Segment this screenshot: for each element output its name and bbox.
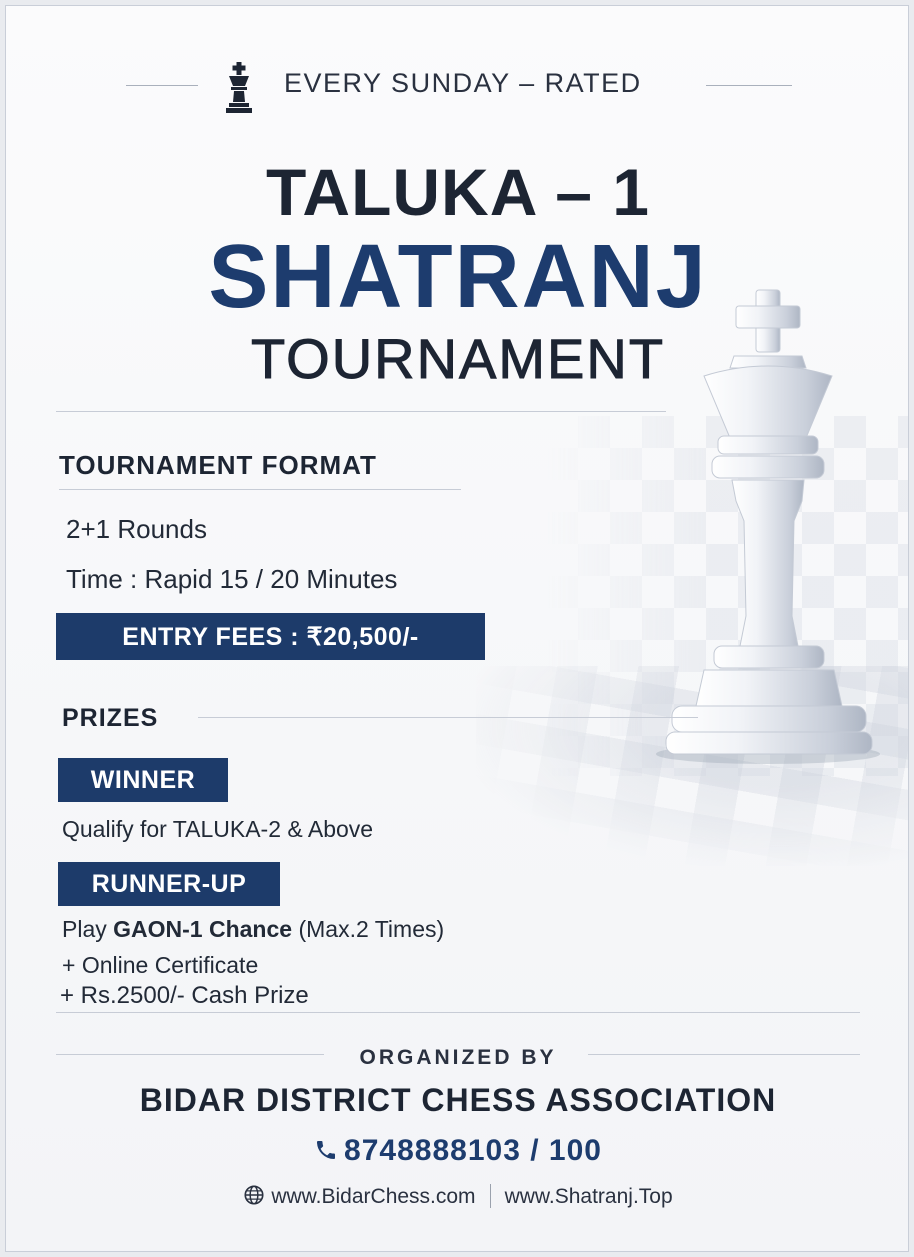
organized-by-label: ORGANIZED BY (359, 1046, 557, 1069)
chess-king-icon (224, 62, 254, 114)
website-link-2[interactable]: www.Shatranj.Top (504, 1185, 673, 1208)
section-divider (56, 411, 666, 412)
prizes-heading: PRIZES (62, 704, 159, 732)
format-heading: TOURNAMENT FORMAT (59, 450, 377, 480)
runner-max-text: (Max.2 Times) (298, 916, 445, 942)
website-row (6, 1184, 909, 1209)
tagline-row (6, 60, 909, 110)
website-link-1[interactable]: www.BidarChess.com (271, 1185, 476, 1208)
runner-chance-text: Chance (208, 916, 293, 942)
time-text: Time : Rapid 15 / 20 Minutes (66, 564, 398, 594)
runner-certificate-text: + Online Certificate (62, 952, 259, 978)
title-line-2: SHATRANJ (208, 227, 708, 327)
divider-line (588, 1054, 860, 1055)
phone-icon (314, 1137, 338, 1163)
tagline-text: EVERY SUNDAY – RATED (284, 68, 642, 98)
divider-line (706, 85, 792, 86)
section-divider (56, 1012, 860, 1013)
organizer-name: BIDAR DISTRICT CHESS ASSOCIATION (139, 1082, 777, 1118)
runner-up-line (62, 916, 444, 943)
section-divider (198, 717, 698, 718)
runner-play-text: Play (62, 916, 107, 942)
winner-text: Qualify for TALUKA-2 & Above (62, 816, 374, 842)
website-separator (490, 1184, 491, 1208)
globe-icon (243, 1184, 265, 1206)
divider-line (126, 85, 198, 86)
phone-row (6, 1134, 909, 1168)
winner-badge: WINNER (58, 758, 228, 802)
entry-fees-badge: ENTRY FEES : ₹20,500/- (56, 613, 485, 660)
phone-number[interactable]: 8748888103 / 100 (344, 1134, 602, 1167)
runner-cash-text: + Rs.2500/- Cash Prize (60, 982, 309, 1009)
runner-gaon-text: GAON-1 (113, 916, 203, 942)
title-line-1: TALUKA – 1 (265, 155, 651, 229)
heading-underline (59, 489, 461, 490)
poster (5, 5, 909, 1252)
runner-up-badge: RUNNER-UP (58, 862, 280, 906)
title-line-3: TOURNAMENT (250, 327, 666, 390)
rounds-text: 2+1 Rounds (66, 514, 207, 544)
